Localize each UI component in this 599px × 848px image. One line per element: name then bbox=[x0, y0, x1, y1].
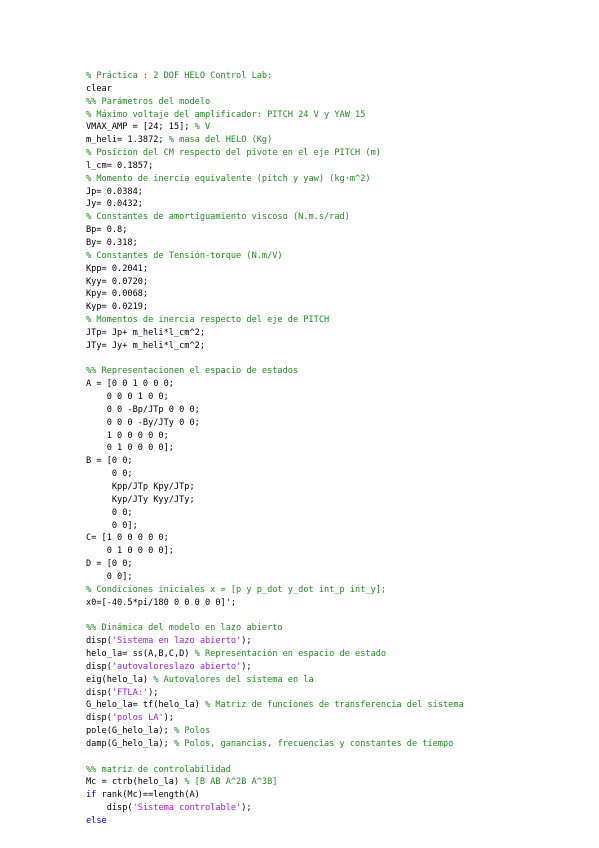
code-line bbox=[86, 391, 586, 404]
code-text: ); bbox=[148, 687, 159, 698]
code-line bbox=[86, 147, 586, 160]
code-line bbox=[86, 687, 586, 700]
code-line bbox=[86, 661, 586, 674]
code-line bbox=[86, 789, 586, 802]
code-line bbox=[86, 738, 586, 751]
code-line bbox=[86, 699, 586, 712]
code-text: 0 0; bbox=[86, 469, 133, 480]
code-line bbox=[86, 532, 586, 545]
code-text: G_helo_la= tf(helo_la) bbox=[86, 700, 205, 711]
code-text: Kpp= 0.2041; bbox=[86, 263, 149, 274]
code-line bbox=[86, 134, 586, 147]
code-line bbox=[86, 404, 586, 417]
code-line bbox=[86, 648, 586, 661]
code-text: 0 0; bbox=[86, 507, 133, 518]
code-text: rank(Mc)==length(A) bbox=[101, 790, 200, 801]
code-line bbox=[86, 802, 586, 815]
code-line bbox=[86, 571, 586, 584]
code-line bbox=[86, 584, 586, 597]
code-line bbox=[86, 173, 586, 186]
code-line bbox=[86, 186, 586, 199]
code-comment: % masa del HELO (Kg) bbox=[168, 135, 273, 146]
code-comment: % [B AB A^2B A^3B] bbox=[184, 777, 278, 788]
code-line bbox=[86, 609, 586, 622]
code-text: 0 1 0 0 0 0]; bbox=[86, 546, 174, 557]
code-text: 0 0 -Bp/JTp 0 0 0; bbox=[86, 404, 200, 415]
code-line bbox=[86, 725, 586, 738]
code-text: disp( bbox=[86, 661, 112, 672]
code-comment: % Posicion del CM respecto del pivote en el eje PITCH (m) bbox=[86, 148, 381, 159]
code-comment: %% Dinámica del modelo en lazo abierto bbox=[86, 623, 283, 634]
code-line bbox=[86, 263, 586, 276]
code-line bbox=[86, 378, 586, 391]
code-comment: % Momento de inercia equivalente (pitch y yaw) (kg·m^2) bbox=[86, 173, 371, 184]
code-line bbox=[86, 442, 586, 455]
code-comment: %% Representacionen el espacio de estados bbox=[86, 366, 299, 377]
code-comment: % Matriz de funciones de transferencia del sistema bbox=[205, 700, 464, 711]
code-text: disp( bbox=[86, 687, 112, 698]
code-text: JTp= Jp+ m_heli*l_cm^2; bbox=[86, 327, 205, 338]
code-text: Kyp/JTy Kyy/JTy; bbox=[86, 494, 195, 505]
code-line bbox=[86, 815, 586, 828]
code-string: 'autovaloreslazo abierto' bbox=[111, 661, 242, 672]
code-text: disp( bbox=[86, 803, 133, 814]
code-line bbox=[86, 96, 586, 109]
code-line bbox=[86, 198, 586, 211]
code-line bbox=[86, 712, 586, 725]
code-line bbox=[86, 776, 586, 789]
code-text: ); bbox=[241, 803, 252, 814]
code-line bbox=[86, 250, 586, 263]
code-string: 'FTLA:' bbox=[111, 687, 149, 698]
code-text: A = [0 0 1 0 0 0; bbox=[86, 379, 174, 390]
code-text: Jp= 0.0384; bbox=[86, 186, 143, 197]
code-line bbox=[86, 751, 586, 764]
code-text: 0 0]; bbox=[86, 520, 138, 531]
code-line bbox=[86, 507, 586, 520]
code-line bbox=[86, 70, 586, 83]
code-line bbox=[86, 558, 586, 571]
code-text: Kpy= 0.0068; bbox=[86, 289, 149, 300]
code-text: helo_la= ss(A,B,C,D) bbox=[86, 648, 195, 659]
code-string: 'Sistema en lazo abierto' bbox=[111, 636, 242, 647]
code-comment: % Polos bbox=[173, 726, 211, 737]
code-line bbox=[86, 545, 586, 558]
code-text: m_heli= 1.3872; bbox=[86, 135, 169, 146]
code-text: Kyy= 0.0720; bbox=[86, 276, 149, 287]
code-text: B = [0 0; bbox=[86, 456, 133, 467]
code-line bbox=[86, 635, 586, 648]
code-line bbox=[86, 365, 586, 378]
code-line bbox=[86, 494, 586, 507]
code-line bbox=[86, 301, 586, 314]
code-line bbox=[86, 520, 586, 533]
code-text: Kpp/JTp Kpy/JTp; bbox=[86, 482, 195, 492]
code-text: l_cm= 0.1857; bbox=[86, 160, 154, 171]
code-text: Mc = ctrb(helo_la) bbox=[86, 777, 185, 788]
code-comment: % Práctica : 2 DOF HELO Control Lab: bbox=[86, 71, 273, 81]
code-text: damp(G_helo_la); bbox=[86, 738, 174, 749]
code-text: Bp= 0.8; bbox=[86, 225, 128, 236]
code-line bbox=[86, 468, 586, 481]
code-comment: %% Parámetros del modelo bbox=[86, 96, 211, 107]
code-line bbox=[86, 417, 586, 430]
code-text: 1 0 0 0 0 0; bbox=[86, 430, 169, 441]
code-line bbox=[86, 455, 586, 468]
code-keyword: if bbox=[86, 790, 102, 801]
code-line bbox=[86, 224, 586, 237]
code-line bbox=[86, 340, 586, 353]
code-text: JTy= Jy+ m_heli*l_cm^2; bbox=[86, 340, 205, 351]
code-comment: % Condiciones iniciales x = [p y p_dot y_dot int_p int_y]; bbox=[86, 584, 387, 595]
code-text: 0 0 0 -By/JTy 0 0; bbox=[86, 417, 200, 428]
code-text: By= 0.318; bbox=[86, 237, 138, 248]
code-text: eig(helo_la) bbox=[86, 674, 154, 685]
code-line bbox=[86, 430, 586, 443]
code-text: 0 1 0 0 0 0]; bbox=[86, 443, 174, 454]
code-comment: % Representación en espacio de estado bbox=[194, 648, 387, 659]
code-line bbox=[86, 121, 586, 134]
code-text: disp( bbox=[86, 713, 112, 724]
code-line bbox=[86, 276, 586, 289]
code-text: ); bbox=[163, 713, 174, 724]
code-line bbox=[86, 597, 586, 610]
code-line bbox=[86, 211, 586, 224]
code-text: C= [1 0 0 0 0 0; bbox=[86, 533, 169, 544]
code-text: D = [0 0; bbox=[86, 559, 133, 570]
code-line bbox=[86, 622, 586, 635]
code-line bbox=[86, 353, 586, 366]
code-line bbox=[86, 764, 586, 777]
code-keyword: else bbox=[86, 815, 107, 826]
code-comment: % Constantes de amortiguamiento viscoso (N.m.s/rad) bbox=[86, 212, 350, 223]
code-text: clear bbox=[86, 83, 112, 94]
code-text: 0 0 0 1 0 0; bbox=[86, 392, 169, 403]
code-listing bbox=[86, 70, 586, 828]
code-text: Kyp= 0.0219; bbox=[86, 302, 149, 313]
code-line bbox=[86, 237, 586, 250]
code-text: disp( bbox=[86, 636, 112, 647]
code-text: 0 0]; bbox=[86, 571, 133, 582]
code-comment: %% matriz de controlabilidad bbox=[86, 764, 231, 775]
code-string: 'Sistema controlable' bbox=[132, 803, 242, 814]
code-line bbox=[86, 674, 586, 687]
code-comment: % Constantes de Tensión-torque (N.m/V) bbox=[86, 250, 283, 261]
code-text: Jy= 0.0432; bbox=[86, 199, 143, 210]
code-text: pole(G_helo_la); bbox=[86, 726, 174, 737]
code-text: VMAX_AMP = [24; 15]; bbox=[86, 122, 195, 133]
code-comment: % Autovalores del sistema en la bbox=[153, 674, 314, 685]
code-comment: % Momentos de inercia respecto del eje de PITCH bbox=[86, 315, 330, 326]
code-text: x0=[-40.5*pi/180 0 0 0 0 0]'; bbox=[86, 597, 237, 608]
code-comment: % Polos, ganancias, frecuencias y constantes de tiempo bbox=[173, 738, 454, 749]
code-line bbox=[86, 481, 586, 494]
code-comment: % Máximo voltaje del amplificador: PITCH 24 V y YAW 15 bbox=[86, 109, 366, 120]
code-comment: % V bbox=[194, 122, 211, 133]
code-line bbox=[86, 160, 586, 173]
code-line bbox=[86, 288, 586, 301]
code-line bbox=[86, 327, 586, 340]
code-line bbox=[86, 314, 586, 327]
code-text: ); bbox=[241, 661, 252, 672]
code-line bbox=[86, 83, 586, 96]
code-text: ); bbox=[241, 636, 252, 647]
code-string: 'polos LA' bbox=[111, 713, 164, 724]
code-line bbox=[86, 109, 586, 122]
